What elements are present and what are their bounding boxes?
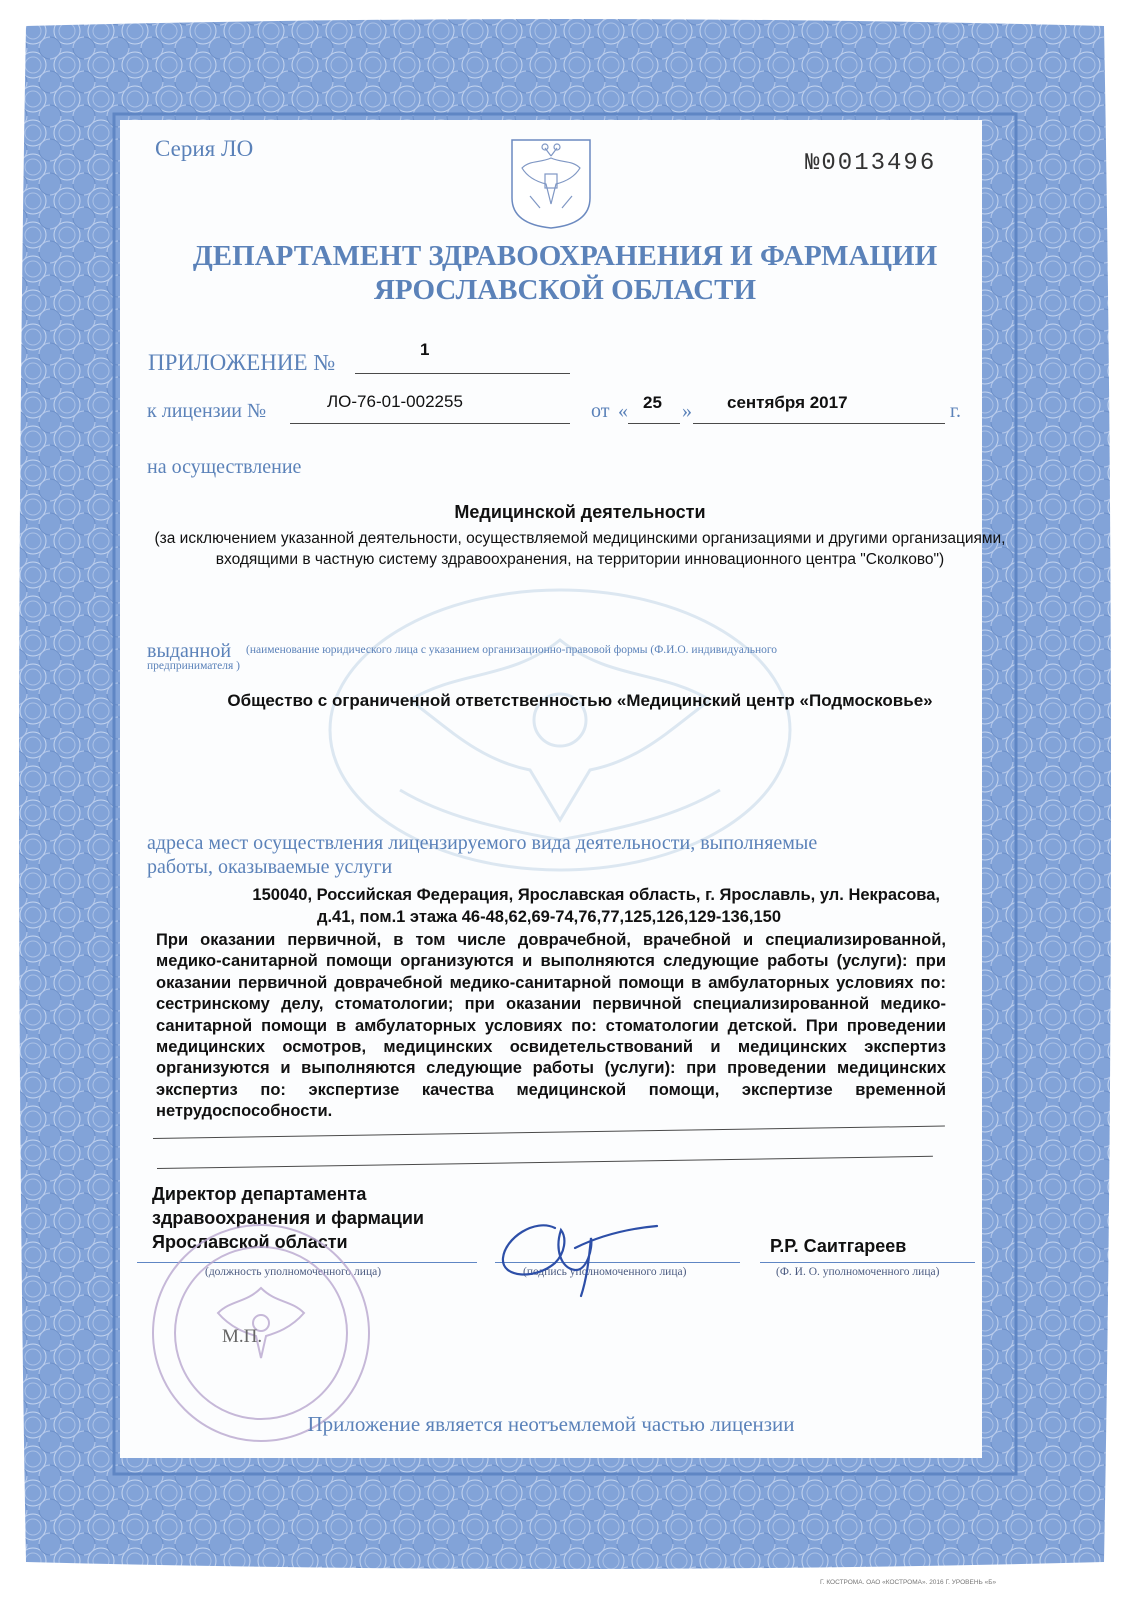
caption-signature: (подпись уполномоченного лица) bbox=[523, 1266, 687, 1278]
issued-note-line2: предпринимателя ) bbox=[147, 660, 240, 672]
date-from-label: от bbox=[591, 400, 610, 422]
appendix-label: ПРИЛОЖЕНИЕ № bbox=[148, 350, 336, 375]
signer-name: Р.Р. Саитгареев bbox=[770, 1236, 907, 1256]
position-line2: здравоохранения и фармации bbox=[152, 1208, 424, 1228]
series-label: Серия ЛО bbox=[155, 136, 254, 161]
footer-note: Приложение является неотъемлемой частью лицензии bbox=[307, 1412, 795, 1436]
appendix-number: 1 bbox=[420, 340, 430, 359]
department-title-line1: ДЕПАРТАМЕНТ ЗДРАВООХРАНЕНИЯ И ФАРМАЦИИ bbox=[192, 240, 938, 272]
issued-note-line1: (наименование юридического лица с указанием организационно-правовой формы (Ф.И.О. индивидуального bbox=[246, 644, 778, 656]
position-underline bbox=[137, 1262, 477, 1263]
coat-of-arms-icon bbox=[510, 138, 592, 230]
day-underline bbox=[628, 423, 680, 424]
document-body bbox=[120, 120, 982, 1458]
signature-underline bbox=[495, 1262, 740, 1263]
addresses-label-line1: адреса мест осуществления лицензируемого вида деятельности, выполняемые bbox=[147, 832, 818, 854]
services-text: При оказании первичной, в том числе доврачебной, врачебной и специализированной, медико-санитарной помощи организуются и выполняются следующие работы (услуги): при оказании первичной доврачебной медико-санитарной помощи в амбулаторных условиях по: сестринскому делу, стоматологии; при оказании первичной специализированной медико-санитарной помощи в амбулаторных условиях по: стоматологии детской. При проведении медицинских осмотров, медицинских освидетельствований и медицинских экспертиз организуются и выполняются следующие работы (услуги): при проведении медицинских экспертиз по: экспертизе качества медицинской помощи, экспертизе временной нетрудоспособности. bbox=[156, 931, 946, 1121]
date-quote-open: « bbox=[618, 400, 628, 422]
address-line1: 150040, Российская Федерация, Ярославская область, г. Ярославль, ул. Некрасова, bbox=[252, 886, 940, 904]
activity-label: на осуществление bbox=[147, 456, 302, 478]
activity-title: Медицинской деятельности bbox=[454, 502, 706, 522]
issued-label: выданной bbox=[147, 640, 232, 662]
license-number: ЛО-76-01-002255 bbox=[327, 392, 463, 411]
license-number-underline bbox=[290, 423, 570, 424]
addresses-label-line2: работы, оказываемые услуги bbox=[147, 856, 393, 878]
printer-imprint: Г. КОСТРОМА. ОАО «КОСТРОМА». 2016 Г. УРОВЕНЬ «Б» bbox=[820, 1579, 997, 1586]
seal-label: М.П. bbox=[222, 1326, 263, 1347]
position-line3: Ярославской области bbox=[152, 1232, 348, 1252]
address-line2: д.41, пом.1 этажа 46-48,62,69-74,76,77,125,126,129-136,150 bbox=[316, 908, 782, 926]
activity-note: (за исключением указанной деятельности, осуществляемой медицинскими организациями и другими организациями, входящими в частную систему здравоохранения, на территории инновационного центра "Сколково") bbox=[154, 530, 1006, 568]
department-title-line2: ЯРОСЛАВСКОЙ ОБЛАСТИ bbox=[373, 274, 757, 306]
position-line1: Директор департамента bbox=[152, 1184, 367, 1204]
name-underline bbox=[760, 1262, 975, 1263]
license-day: 25 bbox=[643, 393, 662, 412]
month-underline bbox=[693, 423, 945, 424]
form-number: №0013496 bbox=[805, 150, 937, 177]
caption-name: (Ф. И. О. уполномоченного лица) bbox=[776, 1266, 940, 1278]
date-quote-close: » bbox=[682, 400, 692, 422]
year-suffix: г. bbox=[950, 400, 961, 422]
appendix-number-underline bbox=[355, 373, 570, 374]
license-label: к лицензии № bbox=[147, 400, 267, 422]
license-month-year: сентября 2017 bbox=[727, 393, 848, 412]
caption-position: (должность уполномоченного лица) bbox=[205, 1266, 382, 1278]
organization-name: Общество с ограниченной ответственностью «Медицинский центр «Подмосковье» bbox=[227, 691, 933, 710]
